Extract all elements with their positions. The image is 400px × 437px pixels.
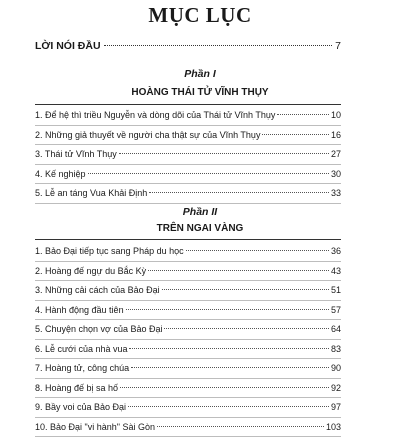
- toc-entry-title: 3. Những cải cách của Bảo Đại: [35, 281, 160, 300]
- toc-entry-page-number: 57: [331, 301, 341, 320]
- toc-entry[interactable]: [35, 359, 341, 379]
- dot-leader: [186, 250, 329, 251]
- part-1-title: HOÀNG THÁI TỬ VĨNH THỤY: [0, 86, 400, 100]
- toc-entry[interactable]: [35, 320, 341, 340]
- toc-entry-page-number: 16: [331, 126, 341, 145]
- dot-leader: [164, 328, 329, 329]
- toc-entry[interactable]: [35, 262, 341, 282]
- toc-entry[interactable]: [35, 126, 341, 146]
- toc-entry-page-number: 27: [331, 145, 341, 164]
- part-1-divider: [35, 104, 341, 105]
- toc-entry-title: 5. Lễ an táng Vua Khải Định: [35, 184, 147, 203]
- toc-entry-page-number: 43: [331, 262, 341, 281]
- dot-leader: [262, 134, 329, 135]
- dot-leader: [128, 406, 329, 407]
- toc-entry-page-number: 33: [331, 184, 341, 203]
- part-1-toc-list: [35, 106, 341, 204]
- page-title: MỤC LỤC: [0, 2, 400, 28]
- dot-leader: [149, 192, 329, 193]
- toc-entry-page-number: 51: [331, 281, 341, 300]
- preface-page-number: 7: [335, 40, 341, 52]
- toc-entry-title: 9. Bầy voi của Bảo Đại: [35, 398, 126, 417]
- preface-entry[interactable]: [35, 40, 341, 56]
- toc-entry[interactable]: [35, 340, 341, 360]
- toc-entry-page-number: 97: [331, 398, 341, 417]
- toc-entry-title: 4. Hành động đầu tiên: [35, 301, 124, 320]
- toc-entry[interactable]: [35, 145, 341, 165]
- toc-entry[interactable]: [35, 398, 341, 418]
- dot-leader: [129, 348, 329, 349]
- toc-entry-page-number: 92: [331, 379, 341, 398]
- toc-entry-page-number: 103: [326, 418, 341, 437]
- toc-entry[interactable]: [35, 379, 341, 399]
- dot-leader: [88, 173, 329, 174]
- dot-leader: [119, 153, 329, 154]
- dot-leader: [162, 289, 329, 290]
- dot-leader: [131, 367, 329, 368]
- dot-leader: [148, 270, 329, 271]
- toc-entry-page-number: 36: [331, 242, 341, 261]
- dot-leader: [277, 114, 329, 115]
- toc-entry-title: 1. Để hệ thì triều Nguyễn và dòng dõi của Thái tử Vĩnh Thụy: [35, 106, 275, 125]
- toc-entry[interactable]: [35, 242, 341, 262]
- dot-leader: [120, 387, 329, 388]
- toc-entry-title: 2. Hoàng đế ngự du Bắc Kỳ: [35, 262, 146, 281]
- toc-entry[interactable]: [35, 301, 341, 321]
- toc-entry[interactable]: [35, 418, 341, 437]
- toc-entry-page-number: 83: [331, 340, 341, 359]
- part-2-divider: [35, 239, 341, 240]
- toc-entry-title: 8. Hoàng đế bị sa hố: [35, 379, 118, 398]
- toc-entry-page-number: 64: [331, 320, 341, 339]
- toc-entry-title: 3. Thái tử Vĩnh Thụy: [35, 145, 117, 164]
- part-2-label: Phần II: [0, 205, 400, 219]
- toc-entry[interactable]: [35, 165, 341, 185]
- part-2-title: TRÊN NGAI VÀNG: [0, 222, 400, 236]
- toc-entry[interactable]: [35, 184, 341, 204]
- preface-label: LỜI NÓI ĐẦU: [35, 40, 101, 52]
- toc-entry-title: 7. Hoàng tử, công chúa: [35, 359, 129, 378]
- toc-entry[interactable]: [35, 106, 341, 126]
- toc-entry[interactable]: [35, 281, 341, 301]
- toc-entry-title: 10. Bảo Đại "vi hành" Sài Gòn: [35, 418, 155, 437]
- toc-entry-page-number: 90: [331, 359, 341, 378]
- toc-entry-title: 2. Những giả thuyết về người cha thật sự của Vĩnh Thụy: [35, 126, 260, 145]
- toc-entry-page-number: 10: [331, 106, 341, 125]
- dot-leader: [104, 45, 333, 46]
- dot-leader: [157, 426, 324, 427]
- toc-entry-title: 6. Lễ cưới của nhà vua: [35, 340, 127, 359]
- part-2-toc-list: [35, 242, 341, 437]
- toc-entry-title: 4. Kế nghiệp: [35, 165, 86, 184]
- dot-leader: [126, 309, 329, 310]
- toc-entry-page-number: 30: [331, 165, 341, 184]
- toc-entry-title: 5. Chuyện chọn vợ của Bảo Đại: [35, 320, 162, 339]
- toc-entry-title: 1. Bảo Đại tiếp tục sang Pháp du học: [35, 242, 184, 261]
- part-1-label: Phần I: [0, 67, 400, 81]
